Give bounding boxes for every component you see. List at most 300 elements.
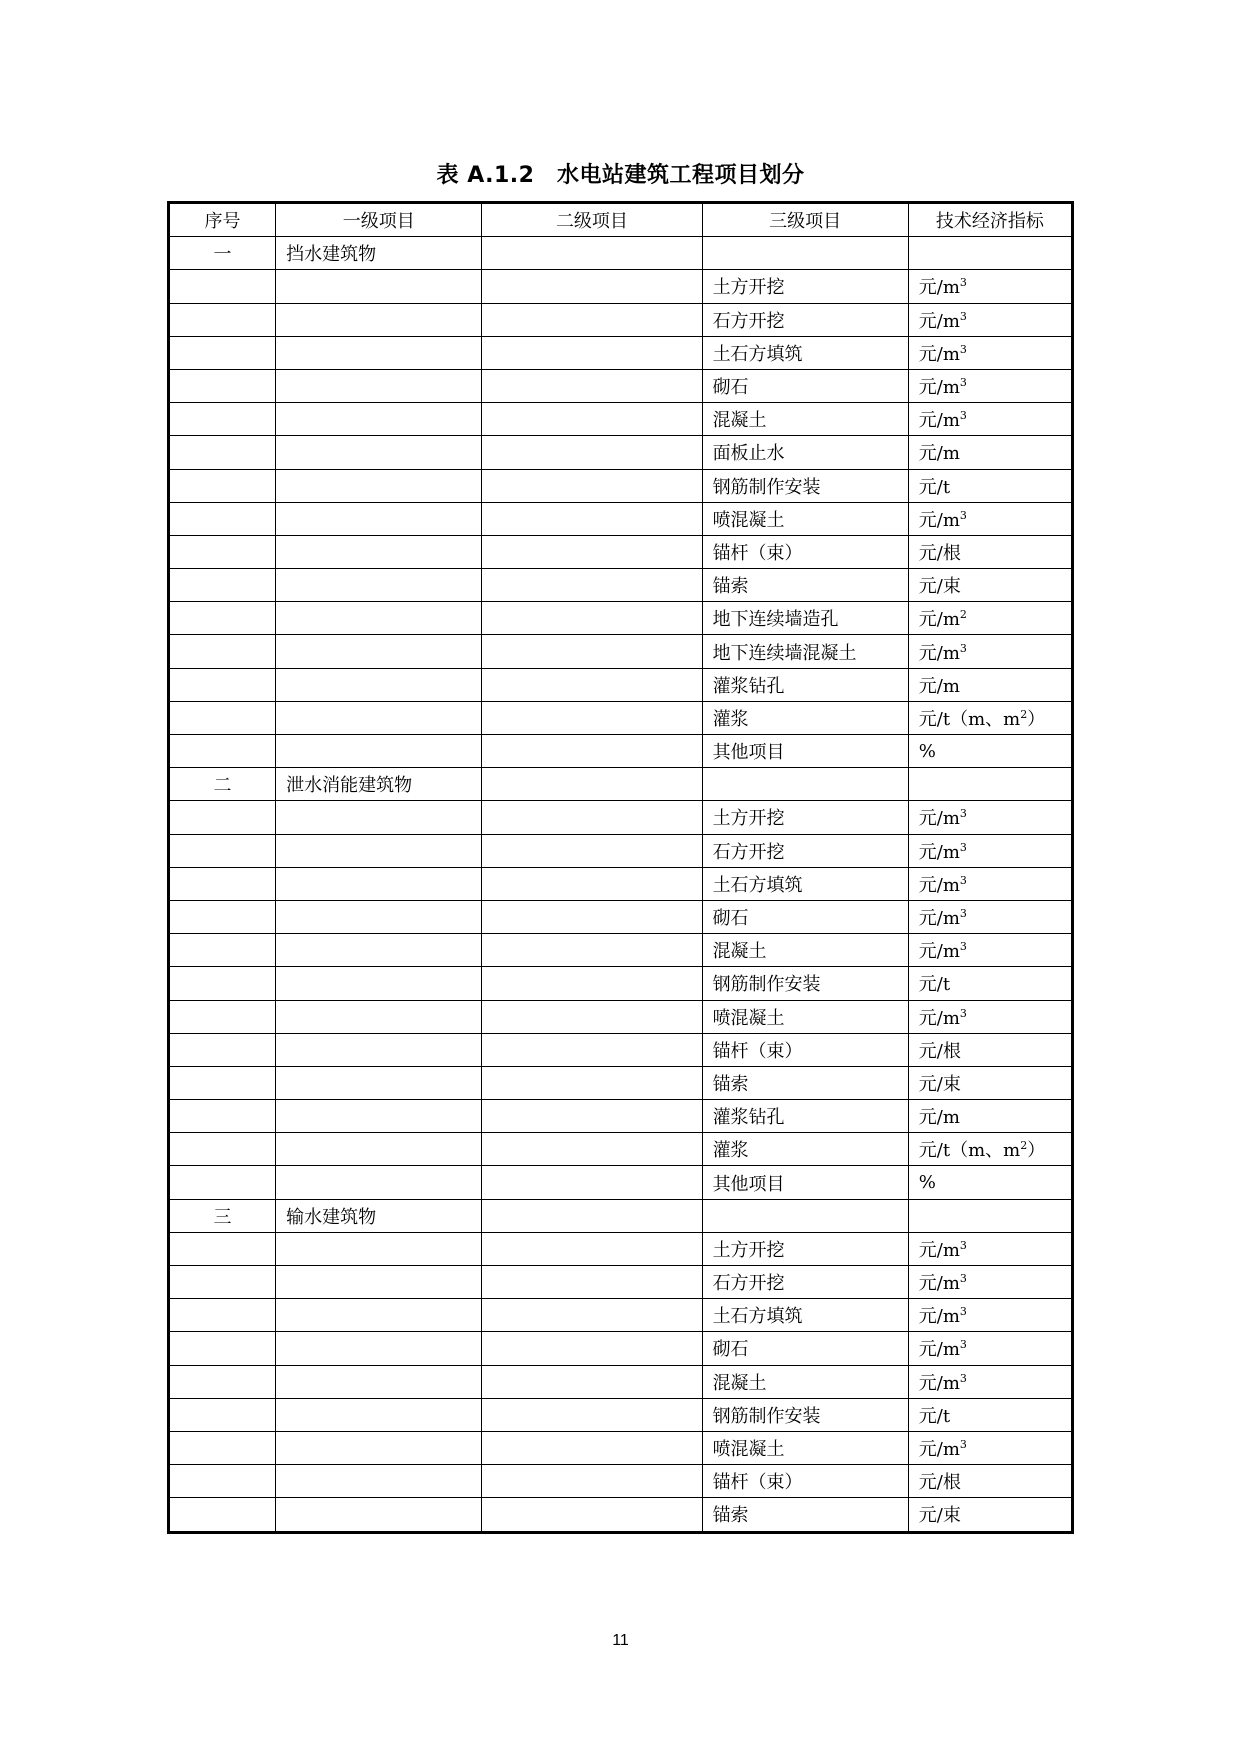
cell-indicator <box>908 801 1072 834</box>
indicator-unit: 元/t <box>918 1405 951 1427</box>
cell-level3: 钢筋制作安装 <box>702 1398 908 1431</box>
cell-level1 <box>276 668 482 701</box>
cell-indicator <box>908 934 1072 967</box>
indicator-exponent: 3 <box>959 1305 967 1319</box>
cell-level1 <box>276 535 482 568</box>
cell-level1 <box>276 1232 482 1265</box>
indicator-unit: 元/根 <box>918 1040 961 1062</box>
cell-level2 <box>482 336 702 369</box>
table-row <box>169 668 1073 701</box>
indicator-unit: 元/m <box>918 1107 960 1129</box>
indicator-unit: 元/m <box>918 310 960 332</box>
cell-level2 <box>482 270 702 303</box>
indicator-unit: 元/t（m、m <box>918 1140 1021 1162</box>
cell-level2 <box>482 801 702 834</box>
cell-no <box>169 602 276 635</box>
table-row <box>169 1299 1073 1332</box>
cell-level2 <box>482 602 702 635</box>
indicator-exponent: 3 <box>959 1238 967 1252</box>
table-row <box>169 303 1073 336</box>
cell-no: 三 <box>169 1199 276 1232</box>
cell-level3: 混凝土 <box>702 403 908 436</box>
cell-indicator <box>908 768 1072 801</box>
indicator-exponent: 2 <box>1020 707 1028 721</box>
table-row <box>169 1398 1073 1431</box>
cell-level1 <box>276 270 482 303</box>
table-row <box>169 602 1073 635</box>
cell-level2 <box>482 303 702 336</box>
cell-level3: 锚杆（束） <box>702 1465 908 1498</box>
table-row <box>169 237 1073 270</box>
cell-level1 <box>276 369 482 402</box>
cell-indicator <box>908 967 1072 1000</box>
cell-level1 <box>276 1332 482 1365</box>
cell-indicator <box>908 502 1072 535</box>
cell-no <box>169 1232 276 1265</box>
cell-level2 <box>482 768 702 801</box>
indicator-unit: 元/m <box>918 1339 960 1361</box>
cell-level3: 钢筋制作安装 <box>702 469 908 502</box>
indicator-exponent: 2 <box>959 608 967 622</box>
cell-indicator <box>908 1166 1072 1199</box>
cell-level1 <box>276 1266 482 1299</box>
cell-level1: 输水建筑物 <box>276 1199 482 1232</box>
cell-level3: 锚索 <box>702 569 908 602</box>
table-row <box>169 1000 1073 1033</box>
cell-no <box>169 1166 276 1199</box>
table-row <box>169 701 1073 734</box>
cell-no <box>169 1465 276 1498</box>
cell-level3 <box>702 1199 908 1232</box>
indicator-exponent: 3 <box>959 309 967 323</box>
cell-no <box>169 1431 276 1464</box>
cell-indicator <box>908 436 1072 469</box>
table-row <box>169 569 1073 602</box>
indicator-unit: 元/根 <box>918 1472 961 1494</box>
cell-level3 <box>702 768 908 801</box>
cell-no <box>169 967 276 1000</box>
table-row <box>169 1066 1073 1099</box>
cell-level1 <box>276 1398 482 1431</box>
indicator-exponent: 3 <box>959 840 967 854</box>
indicator-exponent: 3 <box>959 641 967 655</box>
cell-indicator <box>908 1033 1072 1066</box>
indicator-unit: 元/m <box>918 609 960 631</box>
cell-indicator <box>908 900 1072 933</box>
cell-level3: 地下连续墙混凝土 <box>702 635 908 668</box>
indicator-unit: 元/m <box>918 908 960 930</box>
table-row <box>169 635 1073 668</box>
cell-level2 <box>482 535 702 568</box>
table-row <box>169 1498 1073 1532</box>
cell-no <box>169 303 276 336</box>
cell-no <box>169 1398 276 1431</box>
table-row <box>169 1100 1073 1133</box>
indicator-exponent: 3 <box>959 1438 967 1452</box>
cell-no <box>169 735 276 768</box>
cell-level2 <box>482 834 702 867</box>
col-header-no: 序号 <box>169 203 276 237</box>
cell-level1 <box>276 635 482 668</box>
indicator-exponent: 3 <box>959 940 967 954</box>
cell-level1 <box>276 1133 482 1166</box>
cell-indicator <box>908 834 1072 867</box>
cell-no <box>169 535 276 568</box>
cell-level1 <box>276 801 482 834</box>
cell-level1 <box>276 1000 482 1033</box>
table-row <box>169 834 1073 867</box>
table-row <box>169 469 1073 502</box>
indicator-unit: 元/根 <box>918 542 961 564</box>
cell-indicator <box>908 270 1072 303</box>
cell-indicator <box>908 1232 1072 1265</box>
indicator-exponent: 2 <box>1020 1139 1028 1153</box>
cell-indicator <box>908 1133 1072 1166</box>
table-title: 表 A.1.2 水电站建筑工程项目划分 <box>436 163 805 188</box>
table-row <box>169 1199 1073 1232</box>
cell-level1 <box>276 303 482 336</box>
cell-no <box>169 436 276 469</box>
cell-level2 <box>482 1166 702 1199</box>
cell-indicator <box>908 1498 1072 1532</box>
cell-level2 <box>482 1465 702 1498</box>
cell-level3: 砌石 <box>702 900 908 933</box>
cell-level3: 其他项目 <box>702 1166 908 1199</box>
cell-level2 <box>482 1299 702 1332</box>
indicator-unit: 元/t <box>918 974 951 996</box>
cell-no <box>169 1066 276 1099</box>
cell-level2 <box>482 1431 702 1464</box>
indicator-suffix: ） <box>1027 708 1046 730</box>
cell-level3: 石方开挖 <box>702 834 908 867</box>
indicator-unit: 元/m <box>918 277 960 299</box>
cell-level3: 锚索 <box>702 1498 908 1532</box>
cell-level2 <box>482 635 702 668</box>
cell-level1 <box>276 834 482 867</box>
indicator-unit: 元/m <box>918 1007 960 1029</box>
cell-level3: 其他项目 <box>702 735 908 768</box>
cell-no <box>169 1365 276 1398</box>
indicator-unit: 元/m <box>918 841 960 863</box>
cell-no <box>169 270 276 303</box>
cell-no <box>169 668 276 701</box>
indicator-unit: 元/束 <box>918 1073 961 1095</box>
cell-level2 <box>482 967 702 1000</box>
indicator-unit: 元/m <box>918 377 960 399</box>
cell-level3: 灌浆 <box>702 701 908 734</box>
cell-level3: 灌浆钻孔 <box>702 668 908 701</box>
table-row <box>169 967 1073 1000</box>
cell-indicator <box>908 668 1072 701</box>
col-header-indicator: 技术经济指标 <box>908 203 1072 237</box>
indicator-unit: 元/m <box>918 343 960 365</box>
cell-level3: 土石方填筑 <box>702 336 908 369</box>
cell-no <box>169 867 276 900</box>
cell-level2 <box>482 1033 702 1066</box>
cell-level1: 泄水消能建筑物 <box>276 768 482 801</box>
cell-no <box>169 1000 276 1033</box>
table-body <box>169 237 1073 1532</box>
cell-indicator <box>908 1266 1072 1299</box>
indicator-exponent: 3 <box>959 508 967 522</box>
table-row <box>169 1033 1073 1066</box>
table-row <box>169 1266 1073 1299</box>
indicator-unit: 元/m <box>918 1439 960 1461</box>
cell-level3: 砌石 <box>702 1332 908 1365</box>
cell-level3: 混凝土 <box>702 934 908 967</box>
cell-no <box>169 336 276 369</box>
cell-level2 <box>482 1000 702 1033</box>
indicator-exponent: 3 <box>959 342 967 356</box>
table-row <box>169 1133 1073 1166</box>
cell-level1 <box>276 436 482 469</box>
cell-level3: 灌浆 <box>702 1133 908 1166</box>
col-header-level3: 三级项目 <box>702 203 908 237</box>
cell-level1: 挡水建筑物 <box>276 237 482 270</box>
cell-level2 <box>482 1498 702 1532</box>
cell-indicator <box>908 635 1072 668</box>
table-row <box>169 867 1073 900</box>
indicator-unit: 元/m <box>918 1306 960 1328</box>
cell-level2 <box>482 1365 702 1398</box>
cell-level3 <box>702 237 908 270</box>
indicator-exponent: 3 <box>959 1338 967 1352</box>
cell-level3: 石方开挖 <box>702 303 908 336</box>
table-row <box>169 1166 1073 1199</box>
cell-no <box>169 701 276 734</box>
cell-indicator <box>908 701 1072 734</box>
indicator-unit: 元/m <box>918 1372 960 1394</box>
cell-level3: 混凝土 <box>702 1365 908 1398</box>
cell-indicator <box>908 1299 1072 1332</box>
table-row <box>169 1232 1073 1265</box>
cell-level3: 钢筋制作安装 <box>702 967 908 1000</box>
cell-no <box>169 900 276 933</box>
indicator-exponent: 3 <box>959 907 967 921</box>
cell-level2 <box>482 569 702 602</box>
cell-level1 <box>276 502 482 535</box>
cell-level1 <box>276 1033 482 1066</box>
indicator-exponent: 3 <box>959 807 967 821</box>
cell-no <box>169 1498 276 1532</box>
cell-level2 <box>482 1398 702 1431</box>
cell-level2 <box>482 502 702 535</box>
cell-level2 <box>482 701 702 734</box>
cell-indicator <box>908 336 1072 369</box>
cell-level3: 土方开挖 <box>702 270 908 303</box>
cell-level1 <box>276 1299 482 1332</box>
cell-no <box>169 569 276 602</box>
table-row <box>169 1332 1073 1365</box>
cell-indicator <box>908 369 1072 402</box>
table-row <box>169 900 1073 933</box>
cell-level3: 锚索 <box>702 1066 908 1099</box>
table-row <box>169 1365 1073 1398</box>
indicator-unit: 元/m <box>918 675 960 697</box>
cell-level2 <box>482 403 702 436</box>
cell-level1 <box>276 1100 482 1133</box>
project-division-table <box>167 201 1074 1534</box>
col-header-level2: 二级项目 <box>482 203 702 237</box>
cell-level3: 土方开挖 <box>702 1232 908 1265</box>
cell-level2 <box>482 668 702 701</box>
table-row <box>169 270 1073 303</box>
cell-level2 <box>482 1266 702 1299</box>
cell-level2 <box>482 1332 702 1365</box>
table-row <box>169 801 1073 834</box>
indicator-suffix: ） <box>1027 1140 1046 1162</box>
cell-level1 <box>276 1465 482 1498</box>
indicator-exponent: 3 <box>959 409 967 423</box>
cell-level1 <box>276 569 482 602</box>
cell-no <box>169 801 276 834</box>
cell-no <box>169 403 276 436</box>
cell-indicator <box>908 469 1072 502</box>
cell-level2 <box>482 1100 702 1133</box>
cell-no <box>169 369 276 402</box>
cell-no: 一 <box>169 237 276 270</box>
page-number: 11 <box>612 1632 629 1649</box>
cell-no <box>169 469 276 502</box>
cell-indicator <box>908 303 1072 336</box>
cell-level3: 面板止水 <box>702 436 908 469</box>
cell-level2 <box>482 369 702 402</box>
indicator-unit: 元/m <box>918 941 960 963</box>
cell-level2 <box>482 237 702 270</box>
indicator-exponent: 3 <box>959 376 967 390</box>
cell-no <box>169 1033 276 1066</box>
indicator-exponent: 3 <box>959 276 967 290</box>
cell-no <box>169 1100 276 1133</box>
cell-indicator <box>908 1100 1072 1133</box>
cell-level1 <box>276 336 482 369</box>
cell-indicator <box>908 1066 1072 1099</box>
cell-level3: 土石方填筑 <box>702 1299 908 1332</box>
cell-level1 <box>276 1498 482 1532</box>
header-row <box>169 203 1073 237</box>
cell-level1 <box>276 1166 482 1199</box>
table-row <box>169 502 1073 535</box>
indicator-unit: 元/m <box>918 808 960 830</box>
cell-level1 <box>276 602 482 635</box>
cell-indicator <box>908 1431 1072 1464</box>
cell-level2 <box>482 1199 702 1232</box>
cell-level1 <box>276 469 482 502</box>
cell-level1 <box>276 1365 482 1398</box>
table-row <box>169 403 1073 436</box>
cell-level1 <box>276 1431 482 1464</box>
indicator-unit: 元/m <box>918 410 960 432</box>
indicator-exponent: 3 <box>959 1006 967 1020</box>
cell-level1 <box>276 967 482 1000</box>
cell-no <box>169 1299 276 1332</box>
table-row <box>169 768 1073 801</box>
cell-level1 <box>276 1066 482 1099</box>
cell-indicator <box>908 1398 1072 1431</box>
cell-level1 <box>276 701 482 734</box>
cell-level3: 土方开挖 <box>702 801 908 834</box>
cell-indicator <box>908 535 1072 568</box>
table-row <box>169 1431 1073 1464</box>
indicator-exponent: 3 <box>959 1371 967 1385</box>
indicator-unit: 元/m <box>918 1273 960 1295</box>
cell-no <box>169 1266 276 1299</box>
cell-level2 <box>482 469 702 502</box>
cell-no <box>169 934 276 967</box>
cell-level3: 锚杆（束） <box>702 535 908 568</box>
indicator-unit: % <box>918 740 936 762</box>
cell-level2 <box>482 1066 702 1099</box>
indicator-unit: 元/束 <box>918 576 961 598</box>
cell-indicator <box>908 1199 1072 1232</box>
indicator-unit: 元/m <box>918 443 960 465</box>
table-row <box>169 369 1073 402</box>
cell-level2 <box>482 436 702 469</box>
cell-level3: 石方开挖 <box>702 1266 908 1299</box>
cell-no <box>169 1133 276 1166</box>
cell-level3: 喷混凝土 <box>702 502 908 535</box>
cell-no <box>169 635 276 668</box>
cell-indicator <box>908 735 1072 768</box>
indicator-unit: 元/t（m、m <box>918 708 1021 730</box>
cell-level1 <box>276 934 482 967</box>
indicator-exponent: 3 <box>959 873 967 887</box>
cell-level3: 灌浆钻孔 <box>702 1100 908 1133</box>
cell-indicator <box>908 569 1072 602</box>
cell-level3: 喷混凝土 <box>702 1431 908 1464</box>
cell-level1 <box>276 900 482 933</box>
table-row <box>169 436 1073 469</box>
cell-no: 二 <box>169 768 276 801</box>
indicator-unit: % <box>918 1172 936 1194</box>
cell-no <box>169 502 276 535</box>
cell-level2 <box>482 1232 702 1265</box>
indicator-unit: 元/t <box>918 476 951 498</box>
cell-level2 <box>482 867 702 900</box>
cell-indicator <box>908 1000 1072 1033</box>
cell-indicator <box>908 1332 1072 1365</box>
cell-indicator <box>908 867 1072 900</box>
cell-level3: 土石方填筑 <box>702 867 908 900</box>
cell-level3: 锚杆（束） <box>702 1033 908 1066</box>
col-header-level1: 一级项目 <box>276 203 482 237</box>
cell-indicator <box>908 237 1072 270</box>
cell-no <box>169 834 276 867</box>
cell-indicator <box>908 403 1072 436</box>
cell-level2 <box>482 900 702 933</box>
cell-indicator <box>908 1465 1072 1498</box>
indicator-unit: 元/束 <box>918 1505 961 1527</box>
cell-level3: 砌石 <box>702 369 908 402</box>
cell-indicator <box>908 602 1072 635</box>
table-row <box>169 1465 1073 1498</box>
table-row <box>169 336 1073 369</box>
cell-level2 <box>482 1133 702 1166</box>
cell-level1 <box>276 403 482 436</box>
table-row <box>169 535 1073 568</box>
cell-level2 <box>482 934 702 967</box>
indicator-unit: 元/m <box>918 642 960 664</box>
indicator-unit: 元/m <box>918 1239 960 1261</box>
indicator-unit: 元/m <box>918 874 960 896</box>
cell-level1 <box>276 735 482 768</box>
cell-level1 <box>276 867 482 900</box>
table-row <box>169 735 1073 768</box>
indicator-exponent: 3 <box>959 1272 967 1286</box>
cell-indicator <box>908 1365 1072 1398</box>
cell-level3: 喷混凝土 <box>702 1000 908 1033</box>
cell-level3: 地下连续墙造孔 <box>702 602 908 635</box>
